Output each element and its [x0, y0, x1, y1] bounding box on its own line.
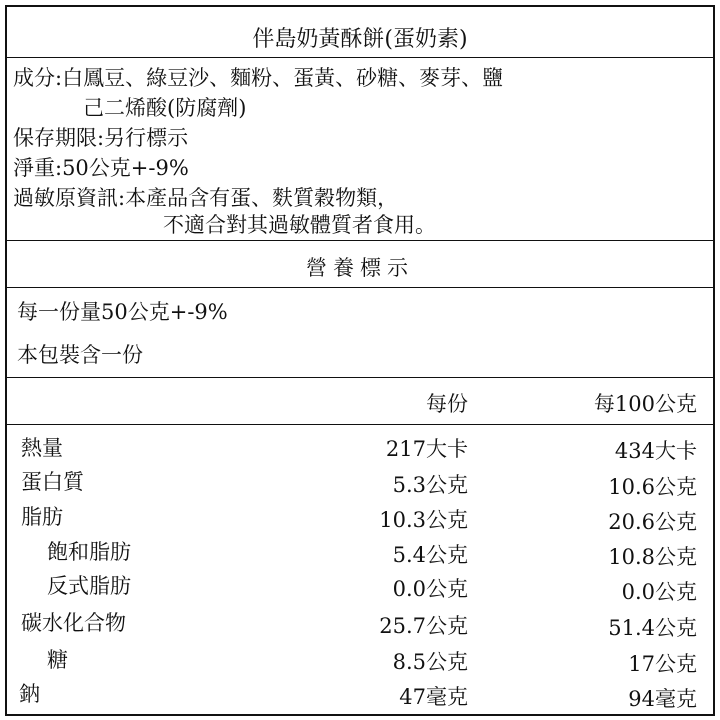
divider	[7, 287, 713, 288]
nutrient-name: 糖	[47, 648, 68, 672]
shelf-life: 保存期限:另行標示	[13, 126, 189, 150]
divider	[7, 424, 713, 425]
product-title: 伴島奶黃酥餅(蛋奶素)	[252, 27, 468, 52]
per-100g-value: 434大卡	[614, 439, 697, 463]
per-serving-value: 5.3公克	[392, 473, 468, 497]
nutrient-name: 反式脂肪	[47, 574, 131, 598]
per-100g-value: 0.0公克	[621, 580, 697, 604]
column-header-per-100g: 每100公克	[593, 392, 697, 416]
nutrition-label	[5, 5, 715, 716]
nutrient-name: 碳水化合物	[21, 611, 126, 635]
per-serving-value: 10.3公克	[379, 508, 468, 532]
nutrition-title: 營養標示	[306, 256, 414, 280]
ingredients-line-2: 己二烯酸(防腐劑)	[83, 96, 247, 120]
nutrient-name: 蛋白質	[21, 470, 84, 494]
per-serving-value: 0.0公克	[392, 577, 468, 601]
divider	[7, 240, 713, 241]
per-100g-value: 94毫克	[628, 687, 697, 711]
divider	[7, 377, 713, 378]
per-serving-value: 217大卡	[385, 437, 468, 461]
ingredients-line-1: 成分:白鳳豆、綠豆沙、麵粉、蛋黃、砂糖、麥芽、鹽	[13, 66, 504, 90]
nutrient-name: 鈉	[19, 682, 40, 706]
allergen-line-2: 不適合對其過敏體質者食用。	[163, 213, 436, 237]
column-header-per-serving: 每份	[426, 392, 468, 416]
allergen-line-1: 過敏原資訊:本產品含有蛋、麩質穀物類，	[13, 186, 399, 210]
per-100g-value: 17公克	[628, 652, 697, 676]
per-serving-value: 25.7公克	[379, 614, 468, 638]
per-100g-value: 10.8公克	[608, 545, 697, 569]
net-weight: 淨重:50公克+-9%	[13, 156, 189, 180]
nutrient-name: 脂肪	[21, 505, 63, 529]
nutrient-name: 飽和脂肪	[47, 540, 131, 564]
per-100g-value: 20.6公克	[608, 510, 697, 534]
per-serving-value: 47毫克	[399, 685, 468, 709]
per-serving-value: 8.5公克	[392, 650, 468, 674]
serving-size: 每一份量50公克+-9%	[17, 300, 228, 324]
per-serving-value: 5.4公克	[392, 543, 468, 567]
per-100g-value: 10.6公克	[608, 475, 697, 499]
servings-per-package: 本包裝含一份	[17, 343, 143, 367]
divider	[7, 57, 713, 58]
nutrient-name: 熱量	[21, 436, 63, 460]
per-100g-value: 51.4公克	[608, 616, 697, 640]
